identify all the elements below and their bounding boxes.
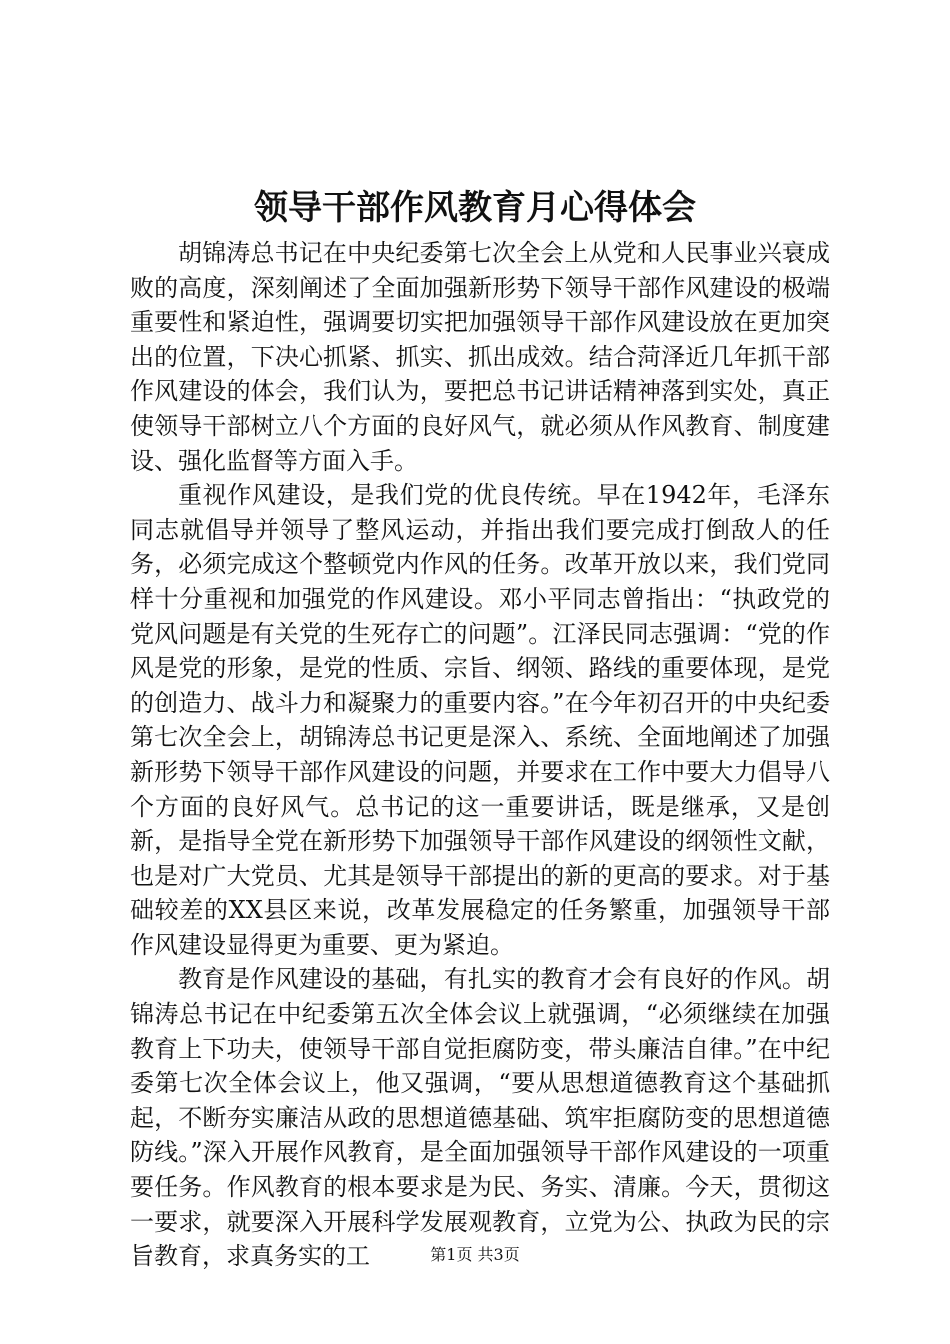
page-number-footer: 第1页 共3页	[430, 1245, 520, 1264]
paragraph-2: 重视作风建设，是我们党的优良传统。早在1942年，毛泽东同志就倡导并领导了整风运动，并指出我们要完成打倒敌人的任务，必须完成这个整顿党内作风的任务。改革开放以来，我们党同样十分重视和加强党的作风建设。邓小平同志曾指出：“执政党的党风问题是有关党的生死存亡的问题”。江泽民同志强调：“党的作风是党的形象，是党的性质、宗旨、纲领、路线的重要体现，是党的创造力、战斗力和凝聚力的重要内容。”在今年初召开的中央纪委第七次全会上，胡锦涛总书记更是深入、系统、全面地阐述了加强新形势下领导干部作风建设的问题，并要求在工作中要大力倡导八个方面的良好风气。总书记的这一重要讲话，既是继承，又是创新，是指导全党在新形势下加强领导干部作风建设的纲领性文献，也是对广大党员、尤其是领导干部提出的新的更高的要求。对于基础较差的XX县区来说，改革发展稳定的任务繁重，加强领导干部作风建设显得更为重要、更为紧迫。	[130, 481, 830, 959]
paragraph-1: 胡锦涛总书记在中央纪委第七次全会上从党和人民事业兴衰成败的高度，深刻阐述了全面加强新形势下领导干部作风建设的极端重要性和紧迫性，强调要切实把加强领导干部作风建设放在更加突出的位置，下决心抓紧、抓实、抓出成效。结合菏泽近几年抓干部作风建设的体会，我们认为，要把总书记讲话精神落到实处，真正使领导干部树立八个方面的良好风气，就必须从作风教育、制度建设、强化监督等方面入手。	[130, 239, 830, 475]
paragraph-3: 教育是作风建设的基础，有扎实的教育才会有良好的作风。胡锦涛总书记在中纪委第五次全体会议上就强调，“必须继续在加强教育上下功夫，使领导干部自觉拒腐防变，带头廉洁自律。”在中纪委第七次全体会议上，他又强调，“要从思想道德教育这个基础抓起，不断夯实廉洁从政的思想道德基础、筑牢拒腐防变的思想道德防线。”深入开展作风教育，是全面加强领导干部作风建设的一项重要任务。作风教育的根本要求是为民、务实、清廉。今天，贯彻这一要求，就要深入开展科学发展观教育，立党为公、执政为民的宗旨教育，求真务实的工	[130, 965, 830, 1271]
document-title: 领导干部作风教育月心得体会	[254, 188, 696, 228]
document-body	[130, 236, 830, 1274]
